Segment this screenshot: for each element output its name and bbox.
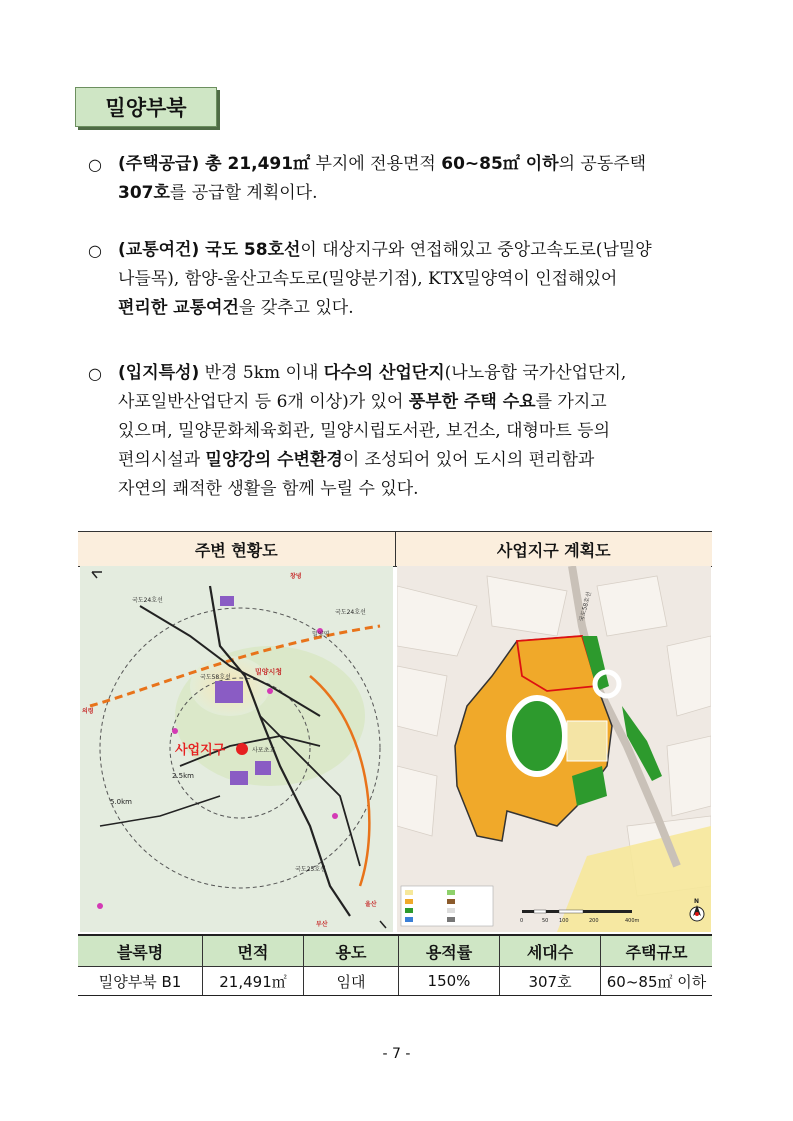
bullet-mark: ○	[88, 155, 102, 174]
scale-200: 200	[589, 918, 599, 924]
surrounding-map-graphic	[80, 566, 393, 932]
text-run: 편의시설과	[118, 450, 206, 470]
bold-phrase: (주택공급) 총 21,491㎡	[118, 154, 311, 174]
plan-road-label: 국도58호선	[578, 590, 593, 623]
place-label-cityhall: 밀양시청	[255, 668, 283, 676]
bold-phrase: 편리한 교통여건	[118, 298, 239, 318]
text-run: 의 공동주택	[558, 154, 647, 174]
cell-far: 150%	[399, 967, 500, 996]
block-info-table	[78, 934, 712, 996]
bullet-line	[118, 359, 728, 388]
edge-label-left: 의령	[82, 708, 94, 715]
text-run: 이 대상지구와 연접해있고 중앙고속도로(남밀양	[300, 240, 652, 260]
scale-0: 0	[520, 918, 524, 924]
col-header-units: 세대수	[500, 935, 601, 967]
col-header-use: 용도	[304, 935, 399, 967]
edge-label-right: 울산	[365, 901, 377, 908]
road-label-1: 국도24호선	[132, 597, 163, 604]
bullet-line	[118, 294, 728, 323]
left-figure-title: 주변 현황도	[78, 532, 396, 566]
bold-phrase: 307호	[118, 183, 170, 203]
place-label-school: 사포초교	[252, 747, 276, 754]
road-label-4: 국도25호선	[295, 866, 326, 873]
cell-area: 21,491㎡	[203, 967, 304, 996]
scale-400: 400m	[625, 918, 640, 924]
text-run: 를 가지고	[535, 392, 607, 412]
text-run: 나들목), 함양-울산고속도로(밀양분기점), KTX밀양역이 인접해있어	[118, 269, 618, 289]
edge-label-top: 창녕	[290, 573, 302, 580]
col-header-size: 주택규모	[601, 935, 713, 967]
text-run: 사포일반산업단지 등 6개 이상)가 있어	[118, 392, 409, 412]
bullet-mark: ○	[88, 364, 102, 383]
place-label-station: 밀양역	[312, 631, 330, 638]
section-title: 밀양부북	[75, 87, 217, 127]
text-run: 반경 5km 이내	[199, 363, 324, 383]
site-label: 사업지구	[175, 743, 226, 758]
text-run: (나노융합 국가산업단지,	[444, 363, 627, 383]
bullet-item	[88, 150, 728, 208]
bold-phrase: 밀양강의 수변환경	[205, 450, 343, 470]
bullet-mark: ○	[88, 241, 102, 260]
text-run: 부지에 전용면적	[310, 154, 442, 174]
text-run: 자연의 쾌적한 생활을 함께 누릴 수 있다.	[118, 479, 419, 499]
col-header-far: 용적률	[399, 935, 500, 967]
site-plan-map	[397, 566, 711, 932]
bold-phrase: (입지특성)	[118, 363, 200, 383]
site-plan-graphic	[397, 566, 711, 932]
bullet-line	[118, 388, 728, 417]
cell-block: 밀양부북 B1	[78, 967, 203, 996]
cell-units: 307호	[500, 967, 601, 996]
bullet-line	[118, 446, 728, 475]
bold-phrase: (교통여건) 국도 58호선	[118, 240, 301, 260]
bullet-item	[88, 236, 728, 323]
road-label-2: 국도58호선	[200, 674, 231, 681]
bullet-line	[118, 150, 728, 179]
table-header-row	[78, 935, 712, 967]
scale-50: 50	[542, 918, 549, 924]
bullet-line	[118, 236, 728, 265]
right-figure-title: 사업지구 계획도	[496, 540, 611, 560]
col-header-area: 면적	[203, 935, 304, 967]
cell-use: 임대	[304, 967, 399, 996]
ring-label-outer: 5.0km	[110, 798, 133, 806]
bullet-line	[118, 475, 728, 504]
table-row	[78, 967, 712, 996]
road-label-3: 국도24호선	[335, 609, 366, 616]
bullet-line	[118, 417, 728, 446]
bullet-line	[118, 179, 728, 208]
surrounding-area-map	[80, 566, 393, 932]
scale-100: 100	[559, 918, 569, 924]
edge-label-bottom: 부산	[316, 921, 328, 928]
north-label: N	[694, 898, 700, 905]
text-run: 이 조성되어 있어 도시의 편리함과	[342, 450, 595, 470]
bold-phrase: 60~85㎡ 이하	[441, 154, 559, 174]
bold-phrase: 다수의 산업단지	[323, 363, 445, 383]
ring-label-inner: 2.5km	[172, 772, 195, 780]
text-run: 를 공급할 계획이다.	[169, 183, 318, 203]
page-number: - 7 -	[382, 1046, 411, 1062]
bullet-line	[118, 265, 728, 294]
text-run: 을 갖추고 있다.	[238, 298, 354, 318]
col-header-block: 블록명	[78, 935, 203, 967]
bullet-item	[88, 359, 728, 504]
bold-phrase: 풍부한 주택 수요	[408, 392, 536, 412]
cell-size: 60~85㎡ 이하	[601, 967, 713, 996]
figure-header	[78, 531, 712, 567]
text-run: 있으며, 밀양문화체육회관, 밀양시립도서관, 보건소, 대형마트 등의	[118, 421, 611, 441]
